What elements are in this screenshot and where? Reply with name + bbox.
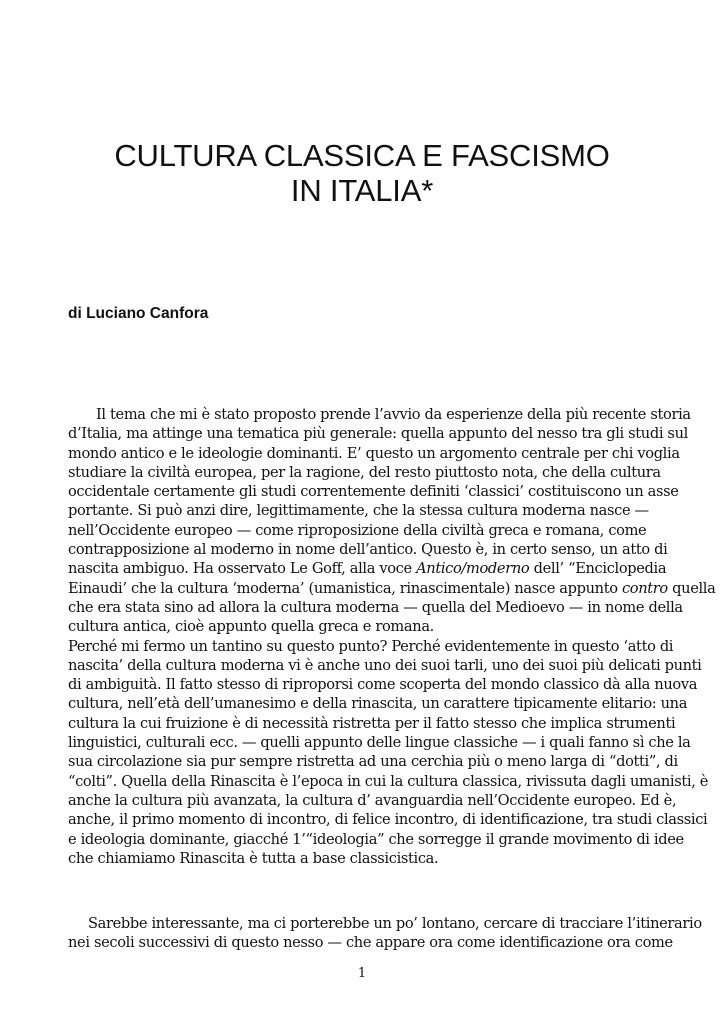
- page-number: 1: [357, 966, 367, 981]
- text-line: linguistici, culturali ecc. — quelli appunto delle lingue classiche — i quali fanno sì che la: [68, 734, 691, 752]
- italic-term: contro: [621, 579, 668, 597]
- text-line: nei secoli successivi di questo nesso — che appare ora come identificazione ora come: [68, 934, 673, 952]
- paragraph-2: [68, 914, 702, 953]
- italic-term: Antico/moderno: [416, 560, 530, 578]
- text-segment: quella: [667, 579, 716, 597]
- text-line: studiare la civiltà europea, per la ragione, del resto piuttosto nota, che della cultura: [68, 463, 661, 481]
- text-line: portante. Si può anzi dire, legittimamente, che la stessa cultura moderna nasce —: [68, 502, 649, 520]
- text-line: Il tema che mi è stato proposto prende l’avvio da esperienze della più recente storia: [96, 406, 691, 423]
- text-line: mondo antico e le ideologie dominanti. E’ questo un argomento centrale per chi voglia: [68, 444, 680, 462]
- text-line: e ideologia dominante, giacché 1’“ideologia” che sorregge il grande movimento di idee: [68, 830, 684, 848]
- text-line: [68, 579, 716, 598]
- text-line: contrapposizione al moderno in nome dell’antico. Questo è, in certo senso, un atto di: [68, 541, 668, 559]
- text-line: “colti”. Quella della Rinascita è l’epoca in cui la cultura classica, rivissuta dagli umanisti, è: [68, 772, 709, 790]
- text-line: che chiamiamo Rinascita è tutta a base classicistica.: [68, 849, 439, 867]
- title-line: CULTURA CLASSICA E FASCISMO: [114, 138, 610, 173]
- text-line: anche la cultura più avanzata, la cultura d’ avanguardia nell’Occidente europeo. Ed è,: [68, 791, 677, 809]
- text-line: d’Italia, ma attinge una tematica più generale: quella appunto del nesso tra gli studi sul: [68, 425, 688, 443]
- author-byline: di Luciano Canfora: [68, 305, 209, 322]
- text-segment: Einaudi’ che la cultura ‘moderna’ (umanistica, rinascimentale) nasce appunto: [68, 579, 622, 597]
- text-line: sua circolazione sia pur sempre ristretta ad una cerchia più o meno larga di “dotti”, di: [68, 753, 678, 771]
- text-line: occidentale certamente gli studi correntemente definiti ‘classici’ costituiscono un asse: [68, 483, 679, 501]
- text-line: Sarebbe interessante, ma ci porterebbe un po’ lontano, cercare di tracciare l’itinerario: [88, 915, 702, 932]
- text-line: cultura antica, cioè appunto quella greca e romana.: [68, 618, 434, 636]
- text-line: cultura la cui fruizione è di necessità ristretta per il fatto stesso che implica strumenti: [68, 714, 676, 732]
- text-line: di ambiguità. Il fatto stesso di riproporsi come scoperta del mondo classico dà alla nuova: [68, 676, 698, 694]
- text-line: nascita’ della cultura moderna vi è anche uno dei suoi tarli, uno dei suoi più delicati punti: [68, 656, 702, 674]
- text-segment: nascita ambiguo. Ha osservato Le Goff, alla voce: [68, 560, 417, 578]
- text-segment: dell’ “Enciclopedia: [529, 560, 667, 578]
- text-line: cultura, nell’età dell’umanesimo e della rinascita, un carattere tipicamente elitario: una: [68, 695, 688, 713]
- document-title: [0, 138, 724, 208]
- paragraph-1: [68, 405, 716, 868]
- text-line: anche, il primo momento di incontro, di felice incontro, di identificazione, tra studi classici: [68, 811, 708, 829]
- text-line: [68, 559, 668, 578]
- text-line: che era stata sino ad allora la cultura moderna — quella del Medioevo — in nome della: [68, 598, 683, 616]
- text-line: nell’Occidente europeo — come riproposizione della civiltà greca e romana, come: [68, 521, 647, 539]
- title-line: IN ITALIA*: [290, 173, 434, 208]
- text-line: Perché mi fermo un tantino su questo punto? Perché evidentemente in questo ‘atto di: [68, 637, 674, 655]
